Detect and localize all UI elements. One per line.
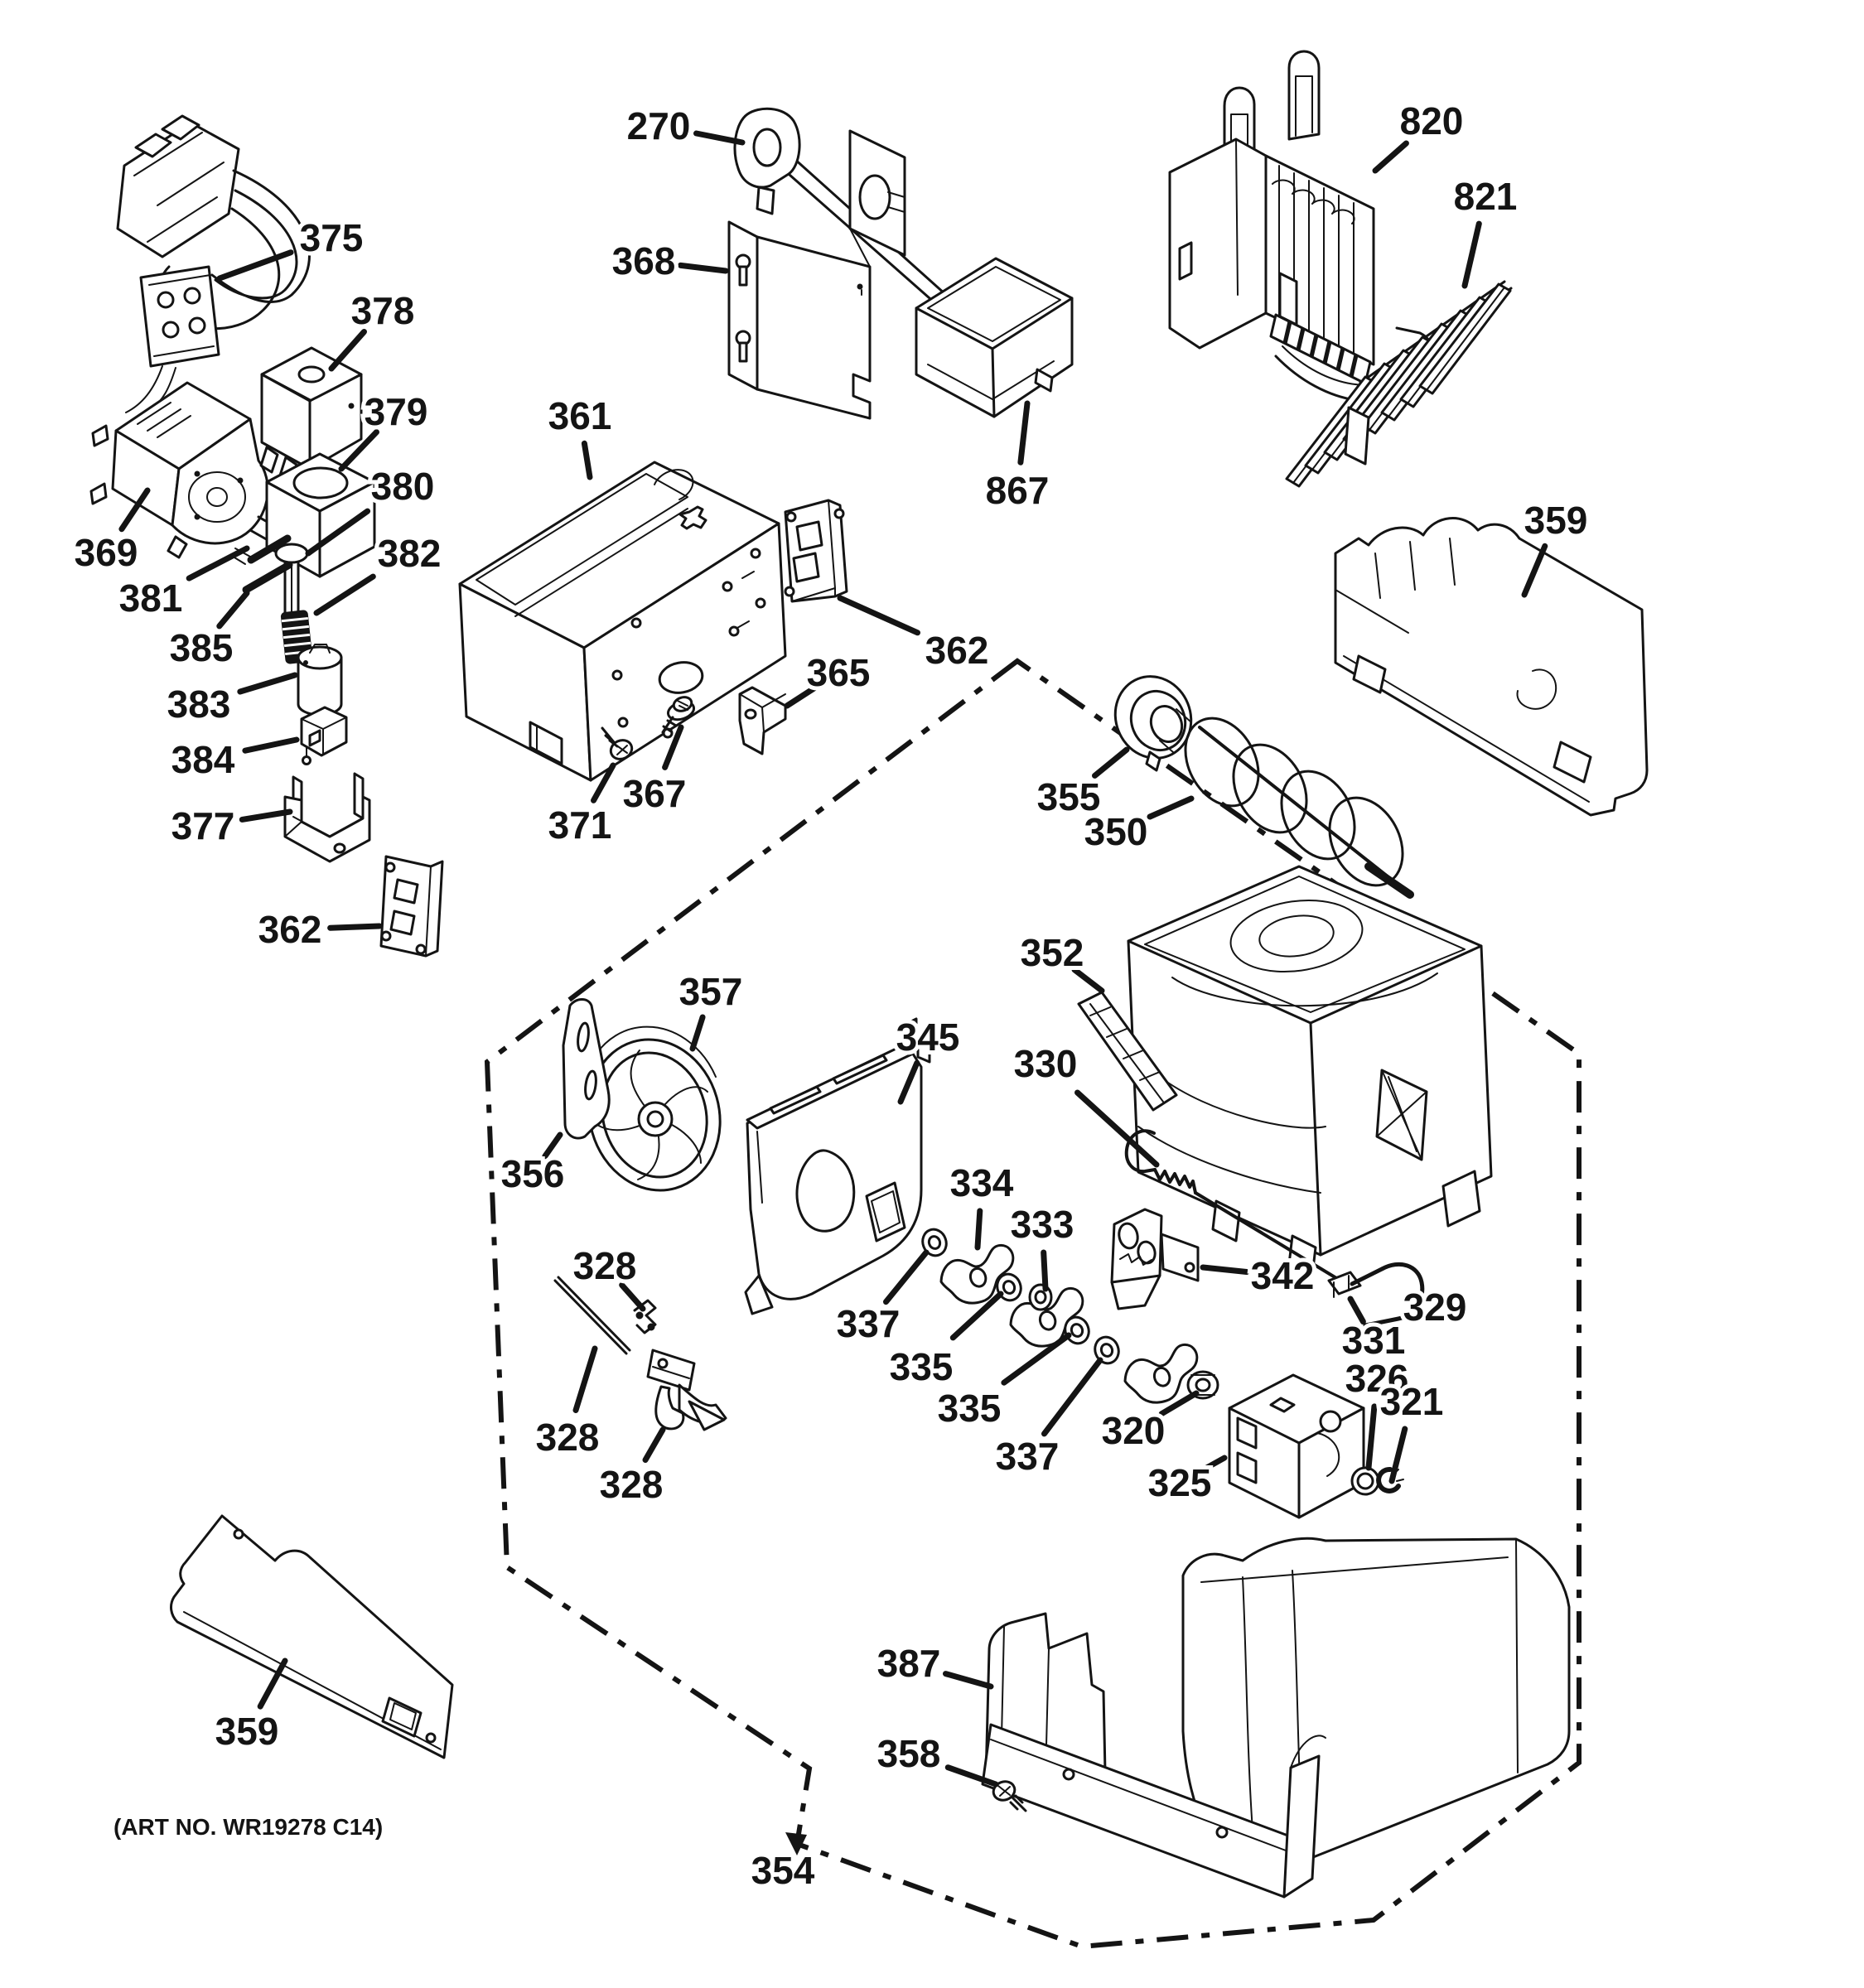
callout-387-label: 387 (876, 1642, 941, 1685)
callout-321-label: 321 (1379, 1380, 1444, 1423)
callout-365-label: 365 (806, 651, 871, 694)
callout-342-label: 342 (1250, 1254, 1315, 1297)
callout-367-label: 367 (622, 772, 687, 815)
callout-369-label: 369 (74, 531, 138, 574)
callout-867-label: 867 (985, 469, 1050, 512)
callout-334-leader (978, 1211, 980, 1247)
callout-352-label: 352 (1020, 931, 1084, 974)
callout-328-b-label: 328 (535, 1416, 600, 1459)
callout-329-label: 329 (1403, 1286, 1467, 1329)
callout-378-label: 378 (350, 289, 415, 332)
callout-331-label: 331 (1341, 1319, 1406, 1362)
callout-375-label: 375 (299, 216, 364, 259)
callout-362-right-label: 362 (925, 629, 989, 672)
callout-328-c-label: 328 (599, 1463, 664, 1506)
callout-333-leader (1044, 1252, 1045, 1289)
callout-362-left-label: 362 (258, 908, 322, 951)
callout-361-label: 361 (548, 394, 612, 437)
callout-337-b-label: 337 (995, 1435, 1060, 1478)
callout-381-label: 381 (118, 577, 183, 620)
part-383-coupler (298, 644, 341, 715)
callout-362-left-leader (331, 926, 379, 928)
callout-383-label: 383 (167, 683, 231, 726)
callout-356-label: 356 (500, 1152, 565, 1195)
callout-355-label: 355 (1036, 775, 1101, 818)
callout-382-label: 382 (377, 532, 442, 575)
callout-325-label: 325 (1147, 1461, 1212, 1504)
callout-368-label: 368 (611, 239, 676, 282)
part-362-plate-left (381, 856, 442, 956)
callout-354-label: 354 (751, 1849, 815, 1892)
callout-358-label: 358 (876, 1732, 941, 1775)
callout-328-a-label: 328 (572, 1244, 637, 1287)
callout-384-label: 384 (171, 738, 235, 781)
callout-821-label: 821 (1453, 175, 1518, 218)
callout-371-label: 371 (548, 803, 612, 847)
callout-377-label: 377 (171, 804, 235, 847)
callout-335-a-label: 335 (889, 1345, 954, 1388)
callout-334-label: 334 (949, 1161, 1014, 1204)
callout-359-bottom-label: 359 (215, 1710, 279, 1753)
callout-350-label: 350 (1084, 810, 1148, 853)
art-number: (ART NO. WR19278 C14) (113, 1814, 384, 1840)
callout-357-label: 357 (678, 970, 743, 1013)
part-362-plate-right (785, 500, 847, 601)
callout-380-label: 380 (370, 465, 435, 508)
callout-330-label: 330 (1013, 1042, 1078, 1085)
part-326-oring (1352, 1468, 1379, 1494)
callout-820-label: 820 (1399, 99, 1464, 142)
callout-359-right-label: 359 (1524, 499, 1588, 542)
callout-270-label: 270 (626, 104, 691, 147)
callout-335-b-label: 335 (937, 1387, 1002, 1430)
callout-333-label: 333 (1010, 1203, 1074, 1246)
callout-379-label: 379 (364, 390, 428, 433)
callout-345-label: 345 (896, 1016, 960, 1059)
callout-326-label: 326 (1345, 1357, 1409, 1400)
callout-320-label: 320 (1101, 1409, 1166, 1452)
callout-337-a-label: 337 (836, 1302, 901, 1345)
callout-385-label: 385 (169, 626, 234, 669)
